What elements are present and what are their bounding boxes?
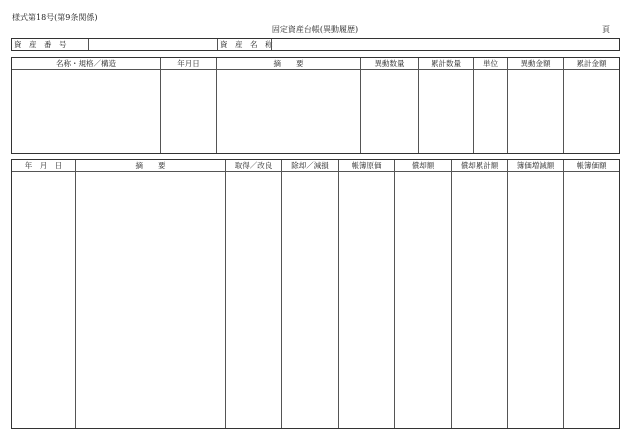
- book-value-table: [11, 159, 620, 429]
- asset-info-row: [11, 38, 620, 51]
- page-number-label: 頁: [602, 25, 610, 34]
- column-header-depreciation: 償却額: [411, 161, 435, 170]
- column-divider: [360, 58, 361, 153]
- column-header-unit: 単位: [483, 59, 498, 68]
- column-header-change-qty: 異動数量: [374, 59, 405, 68]
- column-header-cumulative-amount: 累計金額: [576, 59, 607, 68]
- column-divider: [394, 160, 395, 428]
- column-header-summary: 摘 要: [273, 59, 304, 68]
- page-title: 固定資産台帳(異動履歴): [271, 25, 359, 34]
- column-divider: [563, 160, 564, 428]
- column-divider: [473, 58, 474, 153]
- column-header-retirement: 除却／減損: [291, 161, 329, 170]
- column-divider: [225, 160, 226, 428]
- column-header-date: 年月日: [177, 59, 200, 68]
- asset-number-field[interactable]: [90, 40, 216, 49]
- column-header-summary: 摘 要: [135, 161, 166, 170]
- column-divider: [160, 58, 161, 153]
- column-divider: [338, 160, 339, 428]
- column-divider: [507, 58, 508, 153]
- column-header-date: 年 月 日: [24, 161, 63, 170]
- form-number-label: 様式第18号(第9条関係): [12, 13, 98, 22]
- divider: [217, 39, 218, 50]
- column-divider: [216, 58, 217, 153]
- column-divider: [75, 160, 76, 428]
- column-header-name-spec: 名称・規格／構造: [56, 59, 116, 68]
- asset-name-label: 資 産 名 称: [220, 40, 273, 49]
- column-header-change-amount: 異動金額: [520, 59, 551, 68]
- header-divider: [12, 171, 619, 172]
- movement-table: [11, 57, 620, 154]
- column-header-acquisition: 取得／改良: [234, 161, 273, 170]
- column-divider: [281, 160, 282, 428]
- header-divider: [12, 69, 619, 70]
- column-divider: [563, 58, 564, 153]
- asset-number-label: 資 産 番 号: [14, 40, 67, 49]
- column-header-book-cost: 帳簿原価: [351, 161, 382, 170]
- column-header-book-value-change: 簿価増減額: [516, 161, 555, 170]
- column-header-book-value: 帳簿価額: [576, 161, 607, 170]
- column-divider: [418, 58, 419, 153]
- column-divider: [507, 160, 508, 428]
- column-divider: [451, 160, 452, 428]
- asset-name-field[interactable]: [273, 40, 617, 49]
- column-header-cumulative-qty: 累計数量: [431, 59, 461, 68]
- divider: [271, 39, 272, 50]
- column-header-accumulated-depreciation: 償却累計額: [460, 161, 499, 170]
- divider: [88, 39, 89, 50]
